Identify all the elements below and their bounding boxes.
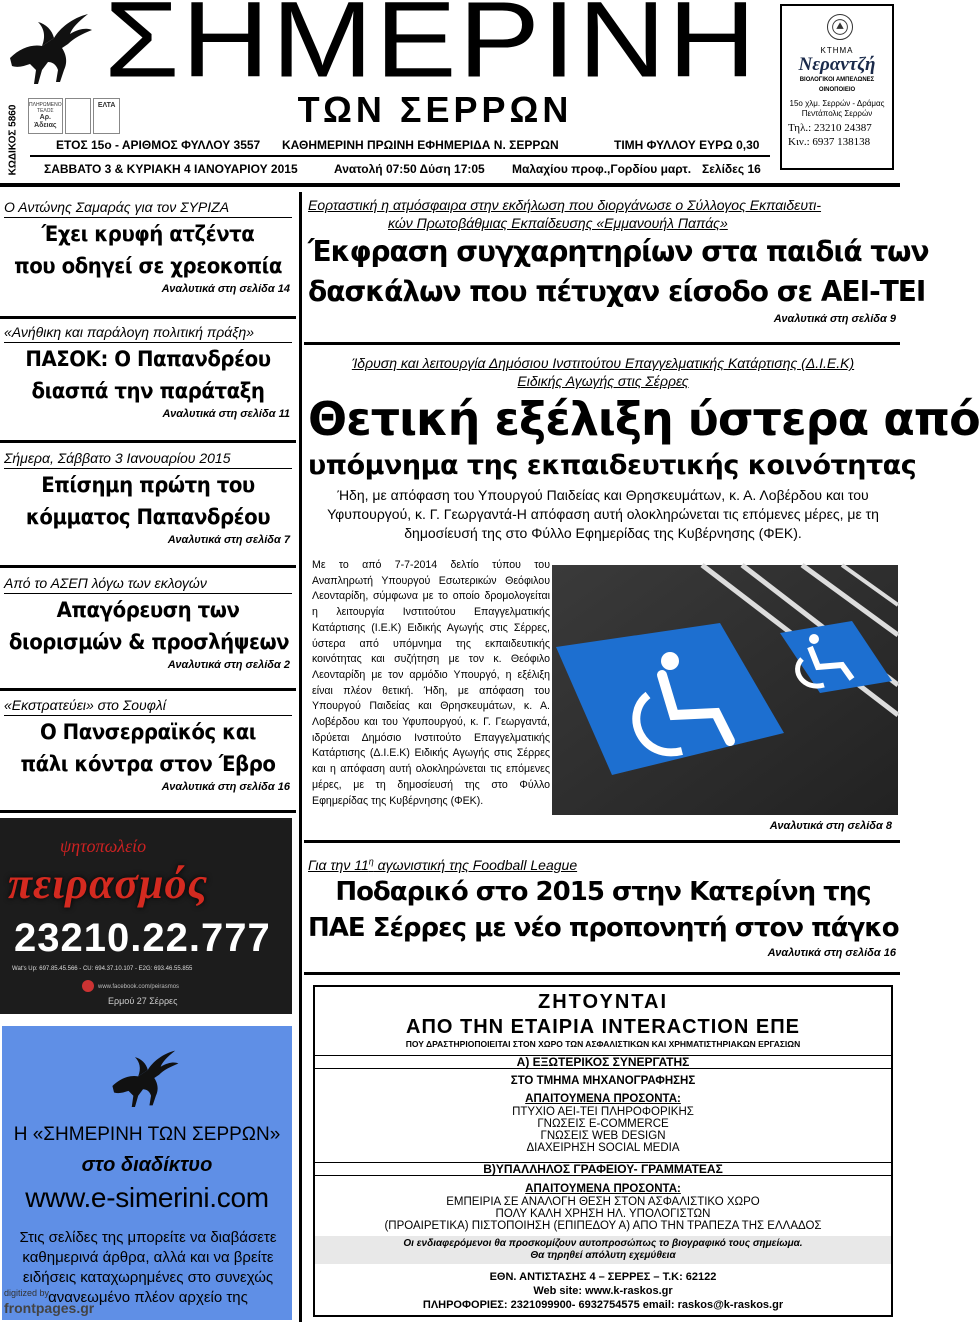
note-confidential: Θα τηρηθεί απόλυτη εχεμύθεια	[530, 1250, 676, 1261]
position-a-title: Α) ΕΞΩΤΕΡΙΚΟΣ ΣΥΝΕΡΓΑΤΗΣ	[315, 1055, 891, 1069]
job-ad-website[interactable]: Web site: www.k-raskos.gr	[533, 1285, 673, 1297]
job-ad-title: ΖΗΤΟΥΝΤΑΙ	[537, 991, 669, 1013]
note-cv: Οι ενδιαφερόμενοι θα προσκομίζουν αυτοπροσώπως το βιογραφικό τους σημείωμα.	[403, 1238, 803, 1249]
story-headline: που οδηγεί σε χρεοκοπία	[14, 254, 282, 278]
story-headline: πάλι κόντρα στον Έβρο	[20, 752, 276, 776]
postal-logos	[28, 98, 120, 134]
promo-title: Η «ΣΗΜΕΡΙΝΗ ΤΩΝ ΣΕΡΡΩΝ»	[13, 1124, 281, 1145]
story-teachers[interactable]	[308, 196, 929, 326]
job-ad-address: ΕΘΝ. ΑΝΤΙΣΤΑΣΗΣ 4 – ΣΕΡΡΕΣ – Τ.Κ: 62122	[489, 1271, 717, 1283]
page-count: Σελίδες 16	[702, 162, 761, 176]
pegasus-icon	[106, 1038, 180, 1118]
job-ad[interactable]	[313, 985, 893, 1317]
story-page-ref: Αναλυτικά στη σελίδα 16	[767, 946, 896, 959]
story-page-ref: Αναλυτικά στη σελίδα 11	[162, 408, 290, 420]
association-logo	[65, 98, 92, 134]
winery-emblem-icon	[827, 14, 853, 40]
pegasus-logo-icon	[2, 8, 94, 88]
requirements-label: ΑΠΑΙΤΟΥΜΕΝΑ ΠΡΟΣΟΝΤΑ:	[525, 1093, 681, 1105]
masthead	[0, 0, 900, 188]
masthead-rule	[30, 155, 770, 157]
story-page-ref: Αναλυτικά στη σελίδα 2	[167, 659, 290, 671]
story-body: Με το από 7-7-2014 δελτίο τύπου του Αναπληρωτή Υπουργού Εσωτερικών Θεόφιλου Λεονταρίδη, σύμφωνα με το οποίο δρομολογείται η λειτουργία Ινστιτούτου Επαγγελματικής Κατάρτισης (Ι.Ε.Κ) Ειδικής Αγωγής στις Σέρρες, ύστερα από υπόμνημα της εκπαιδευτικής κοινότητας και συζήτηση με τον κ. Θεόφιλο Λεονταρίδη με τον αρμόδιο Υπουργό, η εξέλιξη είναι πλέον θετική. Ήδη, με απόφαση του Υπουργού Παιδείας και Θρησκευμάτων, κ. Α. Λοβέρδου και του Υφυπουργού, κ. Γ. Γεωργαντά, ιδρύεται Δημόσιο Ινστιτούτο Επαγγελματικής Κατάρτισης (Δ.Ι.Ε.Κ) Ειδικής Αγωγής στις Σέρρες και η απόφαση αυτή ολοκληρώνεται τις επόμενες μέρες, με τη δημοσίευσή της στο Φύλλο Εφημερίδας της Κυβέρνησης (ΦΕΚ).	[312, 559, 550, 807]
masthead-bottom-rule	[0, 183, 900, 187]
requirement-item: ΓΝΩΣΕΙΣ E-COMMERCE	[537, 1118, 669, 1130]
story-headline: διασπά την παράταξη	[31, 379, 265, 403]
newspaper-subtitle: ΤΩΝ ΣΕΡΡΩΝ	[297, 89, 573, 130]
story-sport[interactable]	[308, 852, 898, 960]
year-issue: ΕΤΟΣ 15ο - ΑΡΙΘΜΟΣ ΦΥΛΛΟΥ 3557	[56, 138, 261, 152]
story-headline: ΠΑΕ Σέρρες με νέο προπονητή στον πάγκο	[308, 912, 899, 943]
left-story-5[interactable]	[0, 697, 296, 794]
watermark-digitized: digitized by	[4, 1288, 50, 1298]
story-headline: Ο Πανσερραϊκός και	[39, 720, 257, 744]
left-story-2[interactable]	[0, 324, 296, 421]
story-separator	[0, 810, 296, 813]
story-headline: Έκφραση συγχαρητηρίων στα παιδιά των	[308, 235, 929, 268]
grill-house-ad[interactable]	[0, 818, 292, 1014]
disabled-parking-photo	[552, 565, 898, 815]
story-headline: ΠΑΣΟΚ: Ο Παπανδρέου	[25, 347, 271, 371]
left-story-3[interactable]	[0, 450, 296, 547]
requirement-item: ΠΤΥΧΙΟ ΑΕΙ-ΤΕΙ ΠΛΗΡΟΦΟΡΙΚΗΣ	[512, 1106, 694, 1118]
story-separator	[0, 440, 296, 443]
job-ad-company: ΑΠΟ ΤΗΝ ΕΤΑΙΡΙΑ INTERACTION ΕΠΕ	[406, 1016, 800, 1038]
ad-facebook: www.facebook.com/peirasmos	[98, 984, 180, 990]
winery-tel: Τηλ.: 23210 24387	[788, 122, 872, 135]
story-separator	[0, 316, 296, 319]
issue-date: ΣΑΒΒΑΤΟ 3 & ΚΥΡΙΑΚΗ 4 ΙΑΝΟΥΑΡΙΟΥ 2015	[44, 162, 298, 176]
column-divider	[299, 192, 302, 1322]
story-kicker: Από το ΑΣΕΠ λόγω των εκλογών	[4, 575, 207, 591]
story-headline: Έχει κρυφή ατζέντα	[41, 222, 255, 246]
promo-text: Στις σελίδες της μπορείτε να διαβάσετε καθημερινά άρθρα, αλλά και να βρείτε ειδήσεις καταχωρημένες στο συνεχώς ανανεωμένο πλέον αρχείο της	[19, 1229, 277, 1306]
story-separator	[0, 688, 296, 691]
requirements-label: ΑΠΑΙΤΟΥΜΕΝΑ ΠΡΟΣΟΝΤΑ:	[525, 1183, 681, 1195]
facebook-icon	[82, 980, 94, 992]
story-separator	[304, 972, 900, 975]
story-headline: δασκάλων που πέτυχαν είσοδο σε ΑΕΙ-ΤΕΙ	[308, 275, 926, 308]
ad-contacts: Wat's Up: 697.85.45.566 - CU: 694.37.10.107 - E2G: 693.46.55.855	[12, 966, 193, 972]
story-kicker: Ίδρυση και λειτουργία Δημόσιου Ινστιτούτου Επαγγελματικής Κατάρτισης (Δ.Ι.Ε.Κ)	[351, 355, 855, 371]
requirement-item: ΠΟΛΥ ΚΑΛΗ ΧΡΗΣΗ ΗΛ. ΥΠΟΛΟΓΙΣΤΩΝ	[495, 1208, 711, 1220]
price: ΤΙΜΗ ΦΥΛΛΟΥ ΕΥΡΩ 0,30	[614, 138, 760, 152]
postage-paid-logo: ΠΛΗΡΩΜΕΝΟ ΤΕΛΟΣ Αρ. Άδειας	[28, 98, 63, 134]
story-page-ref: Αναλυτικά στη σελίδα 9	[773, 313, 896, 325]
story-headline: Απαγόρευση των	[56, 598, 240, 622]
ad-phone: 23210.22.777	[14, 916, 271, 960]
job-ad-contact[interactable]: ΠΛΗΡΟΦΟΡΙΕΣ: 2321099900- 6932754575 email: raskos@k-raskos.gr	[422, 1299, 784, 1311]
elta-logo: ΕΛΤΑ	[93, 98, 120, 134]
requirement-item: ΓΝΩΣΕΙΣ WEB DESIGN	[540, 1130, 666, 1142]
tagline: ΚΑΘΗΜΕΡΙΝΗ ΠΡΩΙΝΗ ΕΦΗΜΕΡΙΔΑ Ν. ΣΕΡΡΩΝ	[282, 138, 559, 152]
story-headline: διορισμών & προσλήψεων	[8, 630, 290, 654]
winery-address: 15ο χλμ. Σερρών - Δράμας Πεντάπολις Σερρών	[789, 99, 885, 118]
story-kicker: «Εκστρατεύει» στο Σουφλί	[4, 697, 166, 713]
name-days: Μαλαχίου προφ.,Γορδίου μαρτ.	[512, 162, 692, 176]
story-headline: Ποδαρικό στο 2015 στην Κατερίνη της	[335, 876, 871, 907]
watermark-site: frontpages.gr	[4, 1300, 95, 1316]
ad-shop-name: πειρασμός	[8, 859, 209, 908]
job-ad-notes	[315, 1236, 891, 1264]
issue-code: ΚΩΔΙΚΟΣ 5860	[7, 104, 19, 176]
winery-mobile: Κιν.: 6937 138138	[788, 136, 871, 149]
story-separator	[304, 840, 900, 843]
story-kicker-2: κών Πρωτοβάθμιας Εκπαίδευσης «Εμμανουήλ Παπάς»	[388, 215, 728, 231]
position-b-title: Β)ΥΠΑΛΛΗΛΟΣ ΓΡΑΦΕΙΟΥ- ΓΡΑΜΜΑΤΕΑΣ	[315, 1162, 891, 1176]
promo-subtitle: στο διαδίκτυο	[81, 1154, 213, 1176]
story-kicker: Σήμερα, Σάββατο 3 Ιανουαρίου 2015	[4, 450, 231, 466]
website-promo[interactable]	[2, 1026, 292, 1320]
requirement-item: ΕΜΠΕΙΡΙΑ ΣΕ ΑΝΑΛΟΓΗ ΘΕΣΗ ΣΤΟΝ ΑΣΦΑΛΙΣΤΙΚΟ ΧΩΡΟ	[446, 1196, 760, 1208]
winery-ad[interactable]	[780, 4, 894, 170]
sunrise-sunset: Ανατολή 07:50 Δύση 17:05	[334, 162, 485, 176]
story-separator	[0, 565, 296, 568]
story-diek[interactable]	[308, 354, 980, 543]
story-kicker: Εορταστική η ατμόσφαιρα στην εκδήλωση που διοργάνωσε ο Σύλλογος Εκπαιδευτι-	[308, 197, 822, 213]
job-ad-field: ΠΟΥ ΔΡΑΣΤΗΡΙΟΠΟΙΕΙΤΑΙ ΣΤΟΝ ΧΩΡΟ ΤΩΝ ΑΣΦΑΛΙΣΤΙΚΩΝ ΚΑΙ ΧΡΗΜΑΤΙΣΤΗΡΙΑΚΩΝ ΕΡΓΑΣΙΩΝ	[405, 1039, 801, 1049]
story-headline: Επίσημη πρώτη του	[41, 473, 255, 497]
story-kicker: «Ανήθικη και παράλογη πολιτική πράξη»	[4, 324, 255, 340]
story-kicker-2: Ειδικής Αγωγής στις Σέρρες	[517, 373, 689, 389]
date-info-row	[44, 162, 774, 178]
issue-info-row	[44, 138, 764, 154]
winery-line2: ΟΙΝΟΠΟΙΕΙΟ	[818, 86, 856, 93]
left-story-4[interactable]	[0, 575, 296, 672]
main-subheadline: υπόμνημα της εκπαιδευτικής κοινότητας	[308, 450, 917, 481]
position-a-dept: ΣΤΟ ΤΜΗΜΑ ΜΗΧΑΝΟΓΡΑΦΗΣΗΣ	[510, 1075, 696, 1087]
promo-url[interactable]: www.e-simerini.com	[25, 1182, 269, 1213]
left-story-1[interactable]	[0, 199, 296, 296]
requirement-item: ΔΙΑΧΕΙΡΗΣΗ SOCIAL MEDIA	[526, 1142, 680, 1154]
newspaper-title: ΣΗΜΕΡΙΝΗ	[104, 0, 758, 100]
story-kicker: Ο Αντώνης Σαμαράς για τον ΣΥΡΙΖΑ	[4, 199, 230, 215]
story-kicker: Για την $11^\eta$ αγωνιστική της Foodball League	[308, 856, 578, 873]
winery-line1: ΒΙΟΛΟΓΙΚΟΙ ΑΜΠΕΛΩΝΕΣ	[799, 77, 875, 83]
story-page-ref: Αναλυτικά στη σελίδα 16	[161, 781, 290, 793]
winery-estate: ΚΤΗΜΑ	[820, 46, 854, 55]
ad-category: ψητοπωλείο	[60, 836, 147, 856]
story-lead: Ήδη, με απόφαση του Υπουργού Παιδείας και Θρησκευμάτων, κ. Α. Λοβέρδου και του Υφυπουργού, κ. Γ. Γεωργαντά-Η απόφαση αυτή ολοκληρώνεται τις επόμενες μέρες, με τη δημοσίευσή της στο Φύλλο Εφημερίδας της Κυβέρνησης (ΦΕΚ).	[327, 487, 879, 541]
story-page-ref: Αναλυτικά στη σελίδα 7	[167, 534, 290, 546]
story-separator	[304, 342, 900, 345]
photo-page-ref: Αναλυτικά στη σελίδα 8	[769, 820, 892, 832]
requirement-item: (ΠΡΟΑΙΡΕΤΙΚΑ) ΠΙΣΤΟΠΟΙΗΣΗ (ΕΠΙΠΕΔΟΥ Α) ΑΠΟ ΤΗΝ ΤΡΑΠΕΖΑ ΤΗΣ ΕΛΛΑΔΟΣ	[384, 1220, 822, 1232]
story-page-ref: Αναλυτικά στη σελίδα 14	[161, 283, 290, 295]
ad-address: Ερμού 27 Σέρρες	[108, 996, 178, 1006]
winery-brand: Νεραντζή	[798, 54, 876, 75]
story-headline: κόμματος Παπανδρέου	[25, 505, 271, 529]
main-headline: Θετική εξέλιξη ύστερα από	[308, 392, 980, 446]
